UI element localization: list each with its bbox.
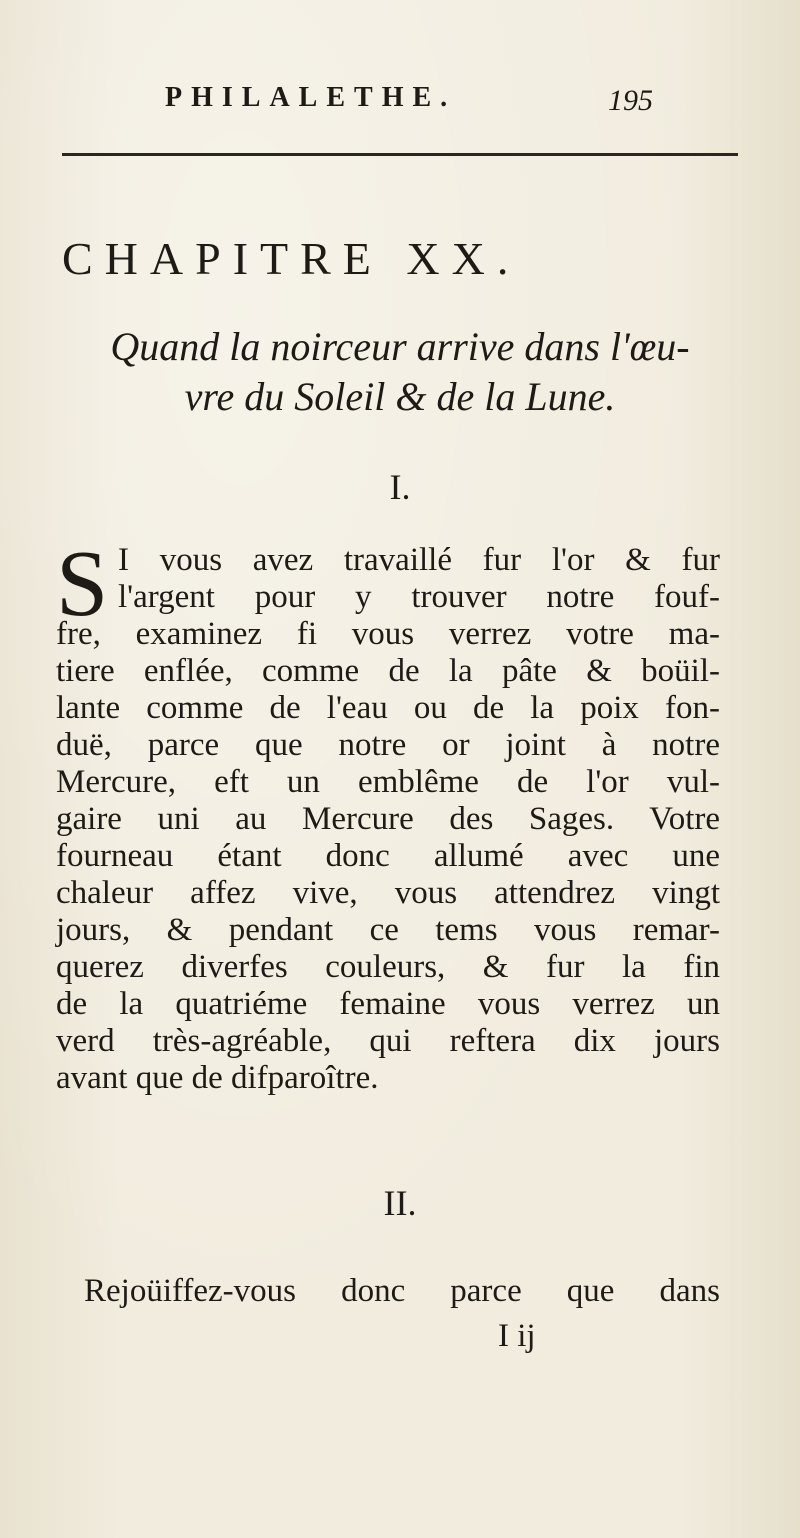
- text-line: duë, parce que notre or joint à notre: [56, 727, 720, 763]
- text-line: Rejoüiffez-vous donc parce que dans: [84, 1273, 720, 1309]
- text-line: lante comme de l'eau ou de la poix fon-: [56, 690, 720, 726]
- text-line: tiere enflée, comme de la pâte & boüil-: [56, 653, 720, 689]
- text-line: Mercure, eft un emblême de l'or vul-: [56, 764, 720, 800]
- paragraph-1: [56, 532, 720, 1097]
- text-line: gaire uni au Mercure des Sages. Votre: [56, 801, 720, 837]
- signature-mark: I ij: [498, 1318, 536, 1354]
- text-line: querez diverfes couleurs, & fur la fin: [56, 949, 720, 985]
- header-rule: [62, 153, 738, 156]
- chapter-title: CHAPITRE XX.: [62, 233, 521, 284]
- section-number-1: I.: [389, 467, 411, 507]
- paragraph-2: [56, 1273, 720, 1310]
- text-line: jours, & pendant ce tems vous remar-: [56, 912, 720, 948]
- subtitle-line-2: vre du Soleil & de la Lune.: [184, 374, 616, 419]
- text-line: I vous avez travaillé fur l'or & fur: [118, 542, 720, 578]
- running-head: PHILALETHE.: [165, 82, 457, 113]
- text-line: de la quatriéme femaine vous verrez un: [56, 986, 720, 1022]
- text-line: verd très-agréable, qui reftera dix jours: [56, 1023, 720, 1059]
- text-line: l'argent pour y trouver notre fouf-: [118, 579, 720, 615]
- drop-cap: S: [56, 532, 109, 636]
- text-line: avant que de difparoître.: [56, 1060, 379, 1096]
- text-line: chaleur affez vive, vous attendrez vingt: [56, 875, 720, 911]
- page-number: 195: [608, 84, 653, 117]
- text-line: fourneau étant donc allumé avec une: [56, 838, 720, 874]
- text-line: fre, examinez fi vous verrez votre ma-: [56, 616, 720, 652]
- section-number-2: II.: [383, 1183, 417, 1223]
- subtitle-line-1: Quand la noirceur arrive dans l'œu-: [110, 324, 690, 369]
- chapter-subtitle: [0, 322, 800, 422]
